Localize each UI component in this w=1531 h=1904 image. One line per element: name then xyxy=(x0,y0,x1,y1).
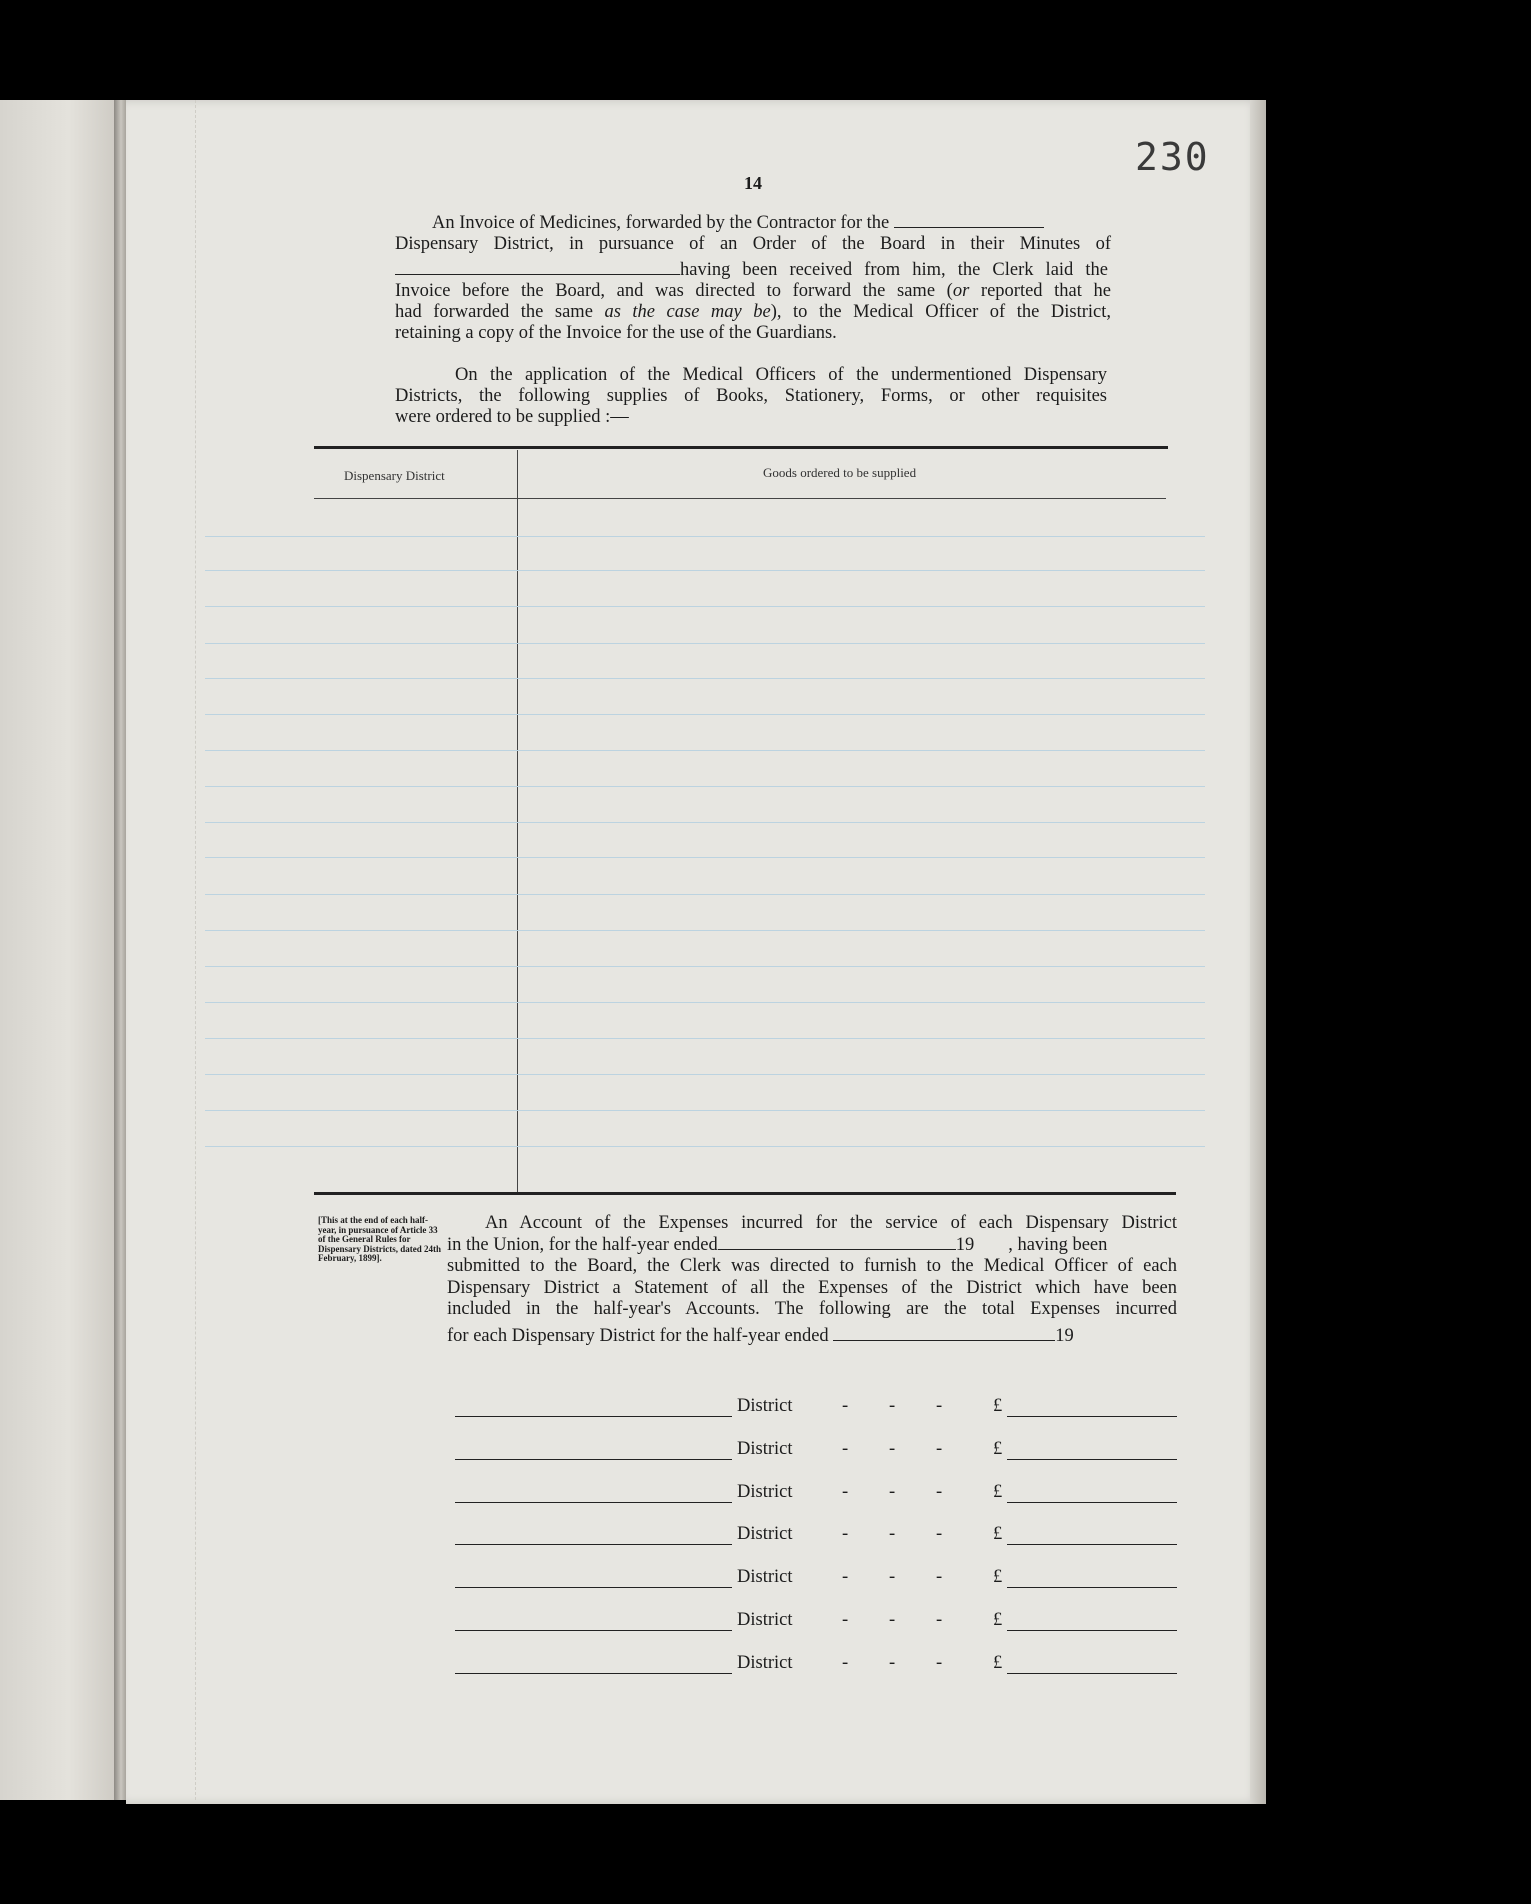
para3-line1: An Account of the Expenses incurred for the service of each Dispensary District xyxy=(485,1213,1177,1233)
dash: - xyxy=(842,1396,849,1416)
account-paragraph xyxy=(447,1213,1177,1347)
dash: - xyxy=(889,1439,896,1459)
district-row xyxy=(455,1653,1180,1677)
district-row xyxy=(455,1482,1180,1506)
para3-year: 19 xyxy=(955,1234,975,1255)
para1-line5a: had forwarded the same xyxy=(395,302,605,322)
para1-line6: retaining a copy of the Invoice for the use of the Guardians. xyxy=(395,323,837,343)
table-column-divider xyxy=(517,450,518,1192)
district-label: District xyxy=(737,1396,793,1416)
district-label: District xyxy=(737,1567,793,1587)
dash: - xyxy=(889,1610,896,1630)
minutes-blank xyxy=(395,260,680,275)
district-name-blank xyxy=(455,1673,732,1674)
para3-line3: submitted to the Board, the Clerk was directed to furnish to the Medical Officer of each xyxy=(447,1256,1177,1276)
stitch-line xyxy=(195,100,197,1800)
dash: - xyxy=(936,1653,943,1673)
para2-line1: On the application of the Medical Officers of the undermentioned Dispensary xyxy=(455,365,1107,385)
para3-line4: Dispensary District a Statement of all the Expenses of the District which have been xyxy=(447,1277,1177,1298)
dash: - xyxy=(842,1610,849,1630)
dash: - xyxy=(936,1567,943,1587)
dash: - xyxy=(842,1439,849,1459)
district-label: District xyxy=(737,1653,793,1673)
printed-page-number: 14 xyxy=(744,173,762,193)
para1-line1: An Invoice of Medicines, forwarded by the Contractor for the xyxy=(432,213,890,233)
table-header-rule xyxy=(314,498,1166,499)
para1-line5b: ), to the Medical Officer of the District, xyxy=(770,302,1111,322)
para2-line2: Districts, the following supplies of Books, Stationery, Forms, or other requisites xyxy=(395,386,1107,406)
para1-case: as the case may be xyxy=(604,302,771,322)
district-name-blank xyxy=(455,1587,732,1588)
col-header-district: Dispensary District xyxy=(344,468,445,483)
para3-line5: included in the half-year's Accounts. The following are the total Expenses incurred xyxy=(447,1299,1177,1319)
para1-line4b: reported that he xyxy=(969,281,1111,301)
district-label: District xyxy=(737,1610,793,1630)
facing-page xyxy=(0,100,114,1800)
district-name-blank xyxy=(455,1630,732,1631)
district-row xyxy=(455,1439,1180,1463)
district-label: District xyxy=(737,1439,793,1459)
dash: - xyxy=(936,1610,943,1630)
para3-line2b: , having been xyxy=(1008,1234,1108,1255)
amount-blank xyxy=(1007,1416,1177,1417)
pound-sign: £ xyxy=(993,1439,1003,1459)
para3-line2a: in the Union, for the half-year ended xyxy=(447,1234,718,1255)
dash: - xyxy=(842,1653,849,1673)
district-row xyxy=(455,1610,1180,1634)
district-label: District xyxy=(737,1524,793,1544)
para1-line2: Dispensary District, in pursuance of an Order of the Board in their Minutes of xyxy=(395,234,1111,254)
district-name-blank xyxy=(455,1502,732,1503)
para3-line6: for each Dispensary District for the half-year ended xyxy=(447,1325,829,1346)
amount-blank xyxy=(1007,1544,1177,1545)
pound-sign: £ xyxy=(993,1396,1003,1416)
district-name-blank xyxy=(455,1416,732,1417)
district-name-blank xyxy=(455,1459,732,1460)
half-year-blank-2 xyxy=(833,1326,1055,1341)
district-row xyxy=(455,1524,1180,1548)
pound-sign: £ xyxy=(993,1610,1003,1630)
para1-or: or xyxy=(952,281,970,301)
pound-sign: £ xyxy=(993,1482,1003,1502)
pound-sign: £ xyxy=(993,1653,1003,1673)
district-row xyxy=(455,1396,1180,1420)
amount-blank xyxy=(1007,1502,1177,1503)
table-top-rule xyxy=(314,446,1168,449)
margin-note: [This at the end of each half-year, in pursuance of Article 33 of the General Rules for Dispensary Districts, dated 24th February, 1899]. xyxy=(318,1215,441,1264)
table-bottom-rule xyxy=(314,1192,1176,1195)
para3-year-2: 19 xyxy=(1055,1325,1074,1346)
dash: - xyxy=(889,1524,896,1544)
pound-sign: £ xyxy=(993,1567,1003,1587)
para1-line4: Invoice before the Board, and was directed to forward the same ( xyxy=(395,281,953,301)
requisites-paragraph xyxy=(395,365,1107,428)
dash: - xyxy=(842,1524,849,1544)
half-year-blank xyxy=(718,1235,956,1250)
dash: - xyxy=(889,1567,896,1587)
contractor-blank xyxy=(894,213,1044,228)
dash: - xyxy=(889,1482,896,1502)
invoice-paragraph xyxy=(395,213,1111,344)
ledger-page xyxy=(126,100,1260,1804)
district-name-blank xyxy=(455,1544,732,1545)
col-header-goods: Goods ordered to be supplied xyxy=(763,465,917,480)
dash: - xyxy=(889,1653,896,1673)
amount-blank xyxy=(1007,1630,1177,1631)
pound-sign: £ xyxy=(993,1524,1003,1544)
amount-blank xyxy=(1007,1459,1177,1460)
dash: - xyxy=(842,1482,849,1502)
para2-line3: were ordered to be supplied :— xyxy=(395,407,629,427)
dash: - xyxy=(936,1524,943,1544)
dash: - xyxy=(936,1439,943,1459)
dash: - xyxy=(936,1396,943,1416)
stamped-page-number: 230 xyxy=(1135,135,1210,179)
para1-line3: having been received from him, the Clerk laid the xyxy=(680,260,1108,280)
amount-blank xyxy=(1007,1673,1177,1674)
page-edge xyxy=(1250,100,1266,1804)
dash: - xyxy=(842,1567,849,1587)
district-row xyxy=(455,1567,1180,1591)
amount-blank xyxy=(1007,1587,1177,1588)
district-label: District xyxy=(737,1482,793,1502)
dash: - xyxy=(936,1482,943,1502)
dash: - xyxy=(889,1396,896,1416)
